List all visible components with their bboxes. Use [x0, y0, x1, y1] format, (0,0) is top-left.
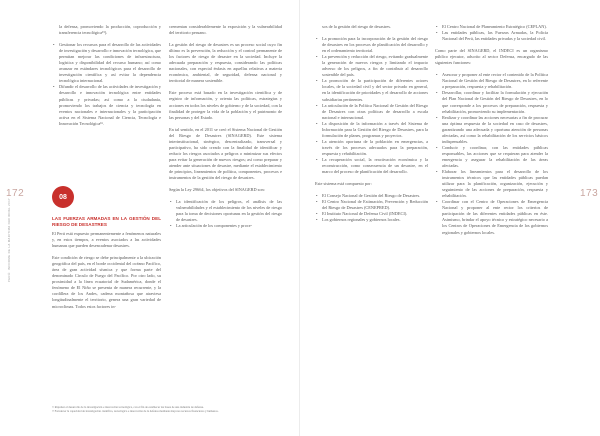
paragraph: Según la Ley 29664, los objetivos del SINAGERD son: [169, 187, 265, 193]
list-item: • El Consejo Nacional de Gestión del Riesgo de Desastres. [315, 193, 428, 199]
list-item: • La atención oportuna de la población en emergencias, a través de los procesos adecuados para la preparación, respuesta y rehabilitación. [315, 139, 428, 157]
list-item: • Las entidades públicas, las Fuerzas Armadas, la Policía Nacional del Perú, las entidades privadas y la sociedad civil. [435, 30, 548, 42]
list-item: • Los gobiernos regionales y gobiernos locales. [315, 217, 428, 223]
list-item: • La identificación de los peligros, el análisis de las vulnerabilidades y el establecimiento de los niveles de riesgo para la toma de decisiones oportunas en la gestión del riesgo de desastres. [169, 199, 282, 223]
system-members-list [315, 193, 428, 223]
list-item: • La recuperación social, la reactivación económica y la reconstrucción, como consecuencia de un desastre, en el marco del proceso de planificación del desarrollo. [315, 157, 428, 175]
left-column-2 [169, 24, 282, 235]
paragraph: El Perú está expuesto permanentemente a fenómenos naturales y, en estos tiempos, a eventos asociados a las actividades humanas que pueden desencadenar desastres. [52, 231, 161, 249]
page-number: 173 [580, 188, 599, 199]
list-item: • La articulación de la Política Nacional de Gestión del Riesgo de Desastres con otras políticas de desarrollo a escala nacional e internacional. [315, 103, 428, 121]
paragraph: sos de la gestión del riesgo de desastres. [322, 24, 391, 29]
list-item: • Conducir y coordinar, con las entidades públicas responsables, las acciones que se requieran para atender la emergencia y asegurar la rehabilitación de las áreas afectadas. [435, 145, 548, 169]
running-label: PERÚ: INFORME DE LA MARITIMA NACIONAL 2017 [7, 198, 11, 282]
list-item: • Coordinar con el Centro de Operaciones de Emergencia Nacional y proponer al ente rector los criterios de participación de las diferentes entidades públicas en éste. Asimismo, brindar el apoyo técnico y estratégico necesario a los Centros de Operaciones de Emergencia de los gobiernos regionales y gobiernos locales. [435, 199, 548, 235]
intro-text: la defensa, promoviendo la producción, coproducción y transferencia tecnológica¹⁵). [59, 24, 161, 36]
paragraph: crementan considerablemente la exposición y la vulnerabilidad del territorio peruano. [169, 24, 282, 36]
page-number: 172 [6, 188, 25, 199]
list-item: • El Centro Nacional de Estimación, Prevención y Reducción del Riesgo de Desastres (CENEPRED). [315, 199, 428, 211]
paragraph: La gestión del riesgo de desastres es un proceso social cuyo fin último es la prevención, la reducción y el control permanente de los factores de riesgo de desastre en la sociedad. Incluye la adecuada preparación y respuesta, considerando las políticas nacionales, con especial énfasis en aquellas relativas a materia económica, ambiental, de seguridad, defensa nacional y territorial de manera sostenible. [169, 42, 282, 84]
sinagerd-objectives-continued [315, 36, 428, 175]
footnote: ¹⁵ Impulsar el desarrollo de la investigación e innovación tecnológica, con el fin de establecer las bases de una industria de defensa. [52, 405, 204, 409]
list-item: • Asesorar y proponer al ente rector el contenido de la Política Nacional de Gestión del Riesgo de Desastres, en lo referente a preparación, respuesta y rehabilitación. [435, 72, 548, 90]
list-item: • Difundir el desarrollo de las actividades de investigación y desarrollo e innovación tecnológica entre entidades públicas y privadas; así como a la ciudadanía, promoviendo los trabajos de ciencia y tecnología en eventos nacionales e internacionales y la participación activa en el Sistema Nacional de Ciencia, Tecnología e Innovación Tecnológica¹⁶. [52, 84, 161, 126]
system-members-continued [435, 24, 548, 42]
section-badge: 08 [52, 186, 74, 208]
list-item: • Elaborar los lineamientos para el desarrollo de los instrumentos técnicos que las entidades públicas puedan utilizar para la planificación, organización, ejecución y seguimiento de las acciones de preparación, respuesta y rehabilitación. [435, 169, 548, 199]
sinagerd-objectives-list [169, 199, 282, 229]
list-item: • Desarrollar, coordinar y facilitar la formulación y ejecución del Plan Nacional de Gestión del Riesgo de Desastres, en lo que corresponde a los procesos de preparación, respuesta y rehabilitación, promoviendo su implementación. [435, 90, 548, 114]
footnotes [52, 406, 218, 413]
left-column-top [52, 24, 161, 133]
list-item: • La promoción de la participación de diferentes actores locales, de la sociedad civil y del sector privado en general, en la identificación de prioridades y el desarrollo de acciones subsidiarias pertinentes. [315, 78, 428, 102]
right-column-1 [315, 24, 428, 229]
paragraph: Este proceso está basado en la investigación científica y de registro de información, y orienta las políticas, estrategias y acciones en todos los niveles de gobierno y de la sociedad, con la finalidad de proteger la vida de la población y el patrimonio de las personas y del Estado. [169, 90, 282, 120]
list-item: • Gestionar los recursos para el desarrollo de las actividades de investigación y desarrollo e innovación tecnológica, que permitan mejorar las condiciones de infraestructura, logística y disponibilidad del recurso humano; así como avanzar en estándares tecnológicos para el desarrollo de investigación científica y así evitar la dependencia tecnológica internacional. [52, 42, 161, 84]
right-page [300, 0, 600, 436]
paragraph: En tal sentido, en el 2011 se creó el Sistema Nacional de Gestión del Riesgo de Desastres (SINAGERD). Este sistema interinstitucional, sinérgico, descentralizado, transversal y participativo, ha sido creado con la finalidad de identificar y reducir los riesgos asociados a peligros o minimizar sus efectos para evitar la generación de nuevos riesgos; así como preparar y atender ante situaciones de desastre, mediante el establecimiento de principios, lineamientos de política, componentes, procesos e instrumentos de la gestión del riesgo de desastres. [169, 126, 282, 181]
list-item: • La promoción para la incorporación de la gestión del riesgo de desastres en los procesos de planificación del desarrollo y en el ordenamiento territorial. [315, 36, 428, 54]
list-item: • El Instituto Nacional de Defensa Civil (INDECI). [315, 211, 428, 217]
paragraph: Este sistema está compuesto por: [315, 181, 372, 187]
paragraph: Como parte del SINAGERD, el INDECI es un organismo público ejecutor, adscrito al sector Defensa, encargado de las siguientes funciones: [435, 48, 548, 66]
list-item: • La prevención y reducción del riesgo, evitando gradualmente la generación de nuevos riesgos y limitando el impacto adverso de los peligros, a fin de contribuir al desarrollo sostenible del país. [315, 54, 428, 78]
indeci-functions-list [435, 72, 548, 235]
list-item: • Realizar y coordinar las acciones necesarias a fin de procurar una óptima respuesta de la sociedad en caso de desastres, garantizando una adecuada y oportuna atención de personas afectadas, así como la rehabilitación de los servicios básicos indispensables. [435, 115, 548, 145]
paragraph: Este condición de riesgo se debe principalmente a la ubicación geográfica del país, en el borde occidental del océano Pacífico, área de gran actividad sísmica y que forma parte del denominado Círculo de Fuego del Pacífico. Por otro lado, su proximidad a la línea ecuatorial de Sudamérica, donde el fenómeno de El Niño se presenta de manera recurrente, y la cordillera de los Andes, cadena montañosa que atraviesa longitudinalmente el territorio, genera una gran variedad de microclimas. Todos estos factores in- [52, 255, 161, 309]
list-item: • La articulación de los componentes y proce- [169, 223, 282, 229]
list-item: • El Centro Nacional de Planeamiento Estratégico (CEPLAN). [435, 24, 548, 30]
objectives-list [52, 42, 161, 127]
right-column-2 [435, 24, 548, 242]
section-08 [52, 216, 161, 316]
section-title: LAS FUERZAS ARMADAS EN LA GESTIÓN DEL RIESGO DE DESASTRES [52, 216, 161, 227]
list-item: • La disposición de la información a través del Sistema de Información para la Gestión del Riesgo de Desastres, para la formulación de planes, programas y proyectos. [315, 121, 428, 139]
footnote: ¹⁶ Fortalecer la capacidad de investigación científica, tecnológica e innovación de la defensa mediante mayores recursos financieros y humanos. [52, 408, 219, 413]
